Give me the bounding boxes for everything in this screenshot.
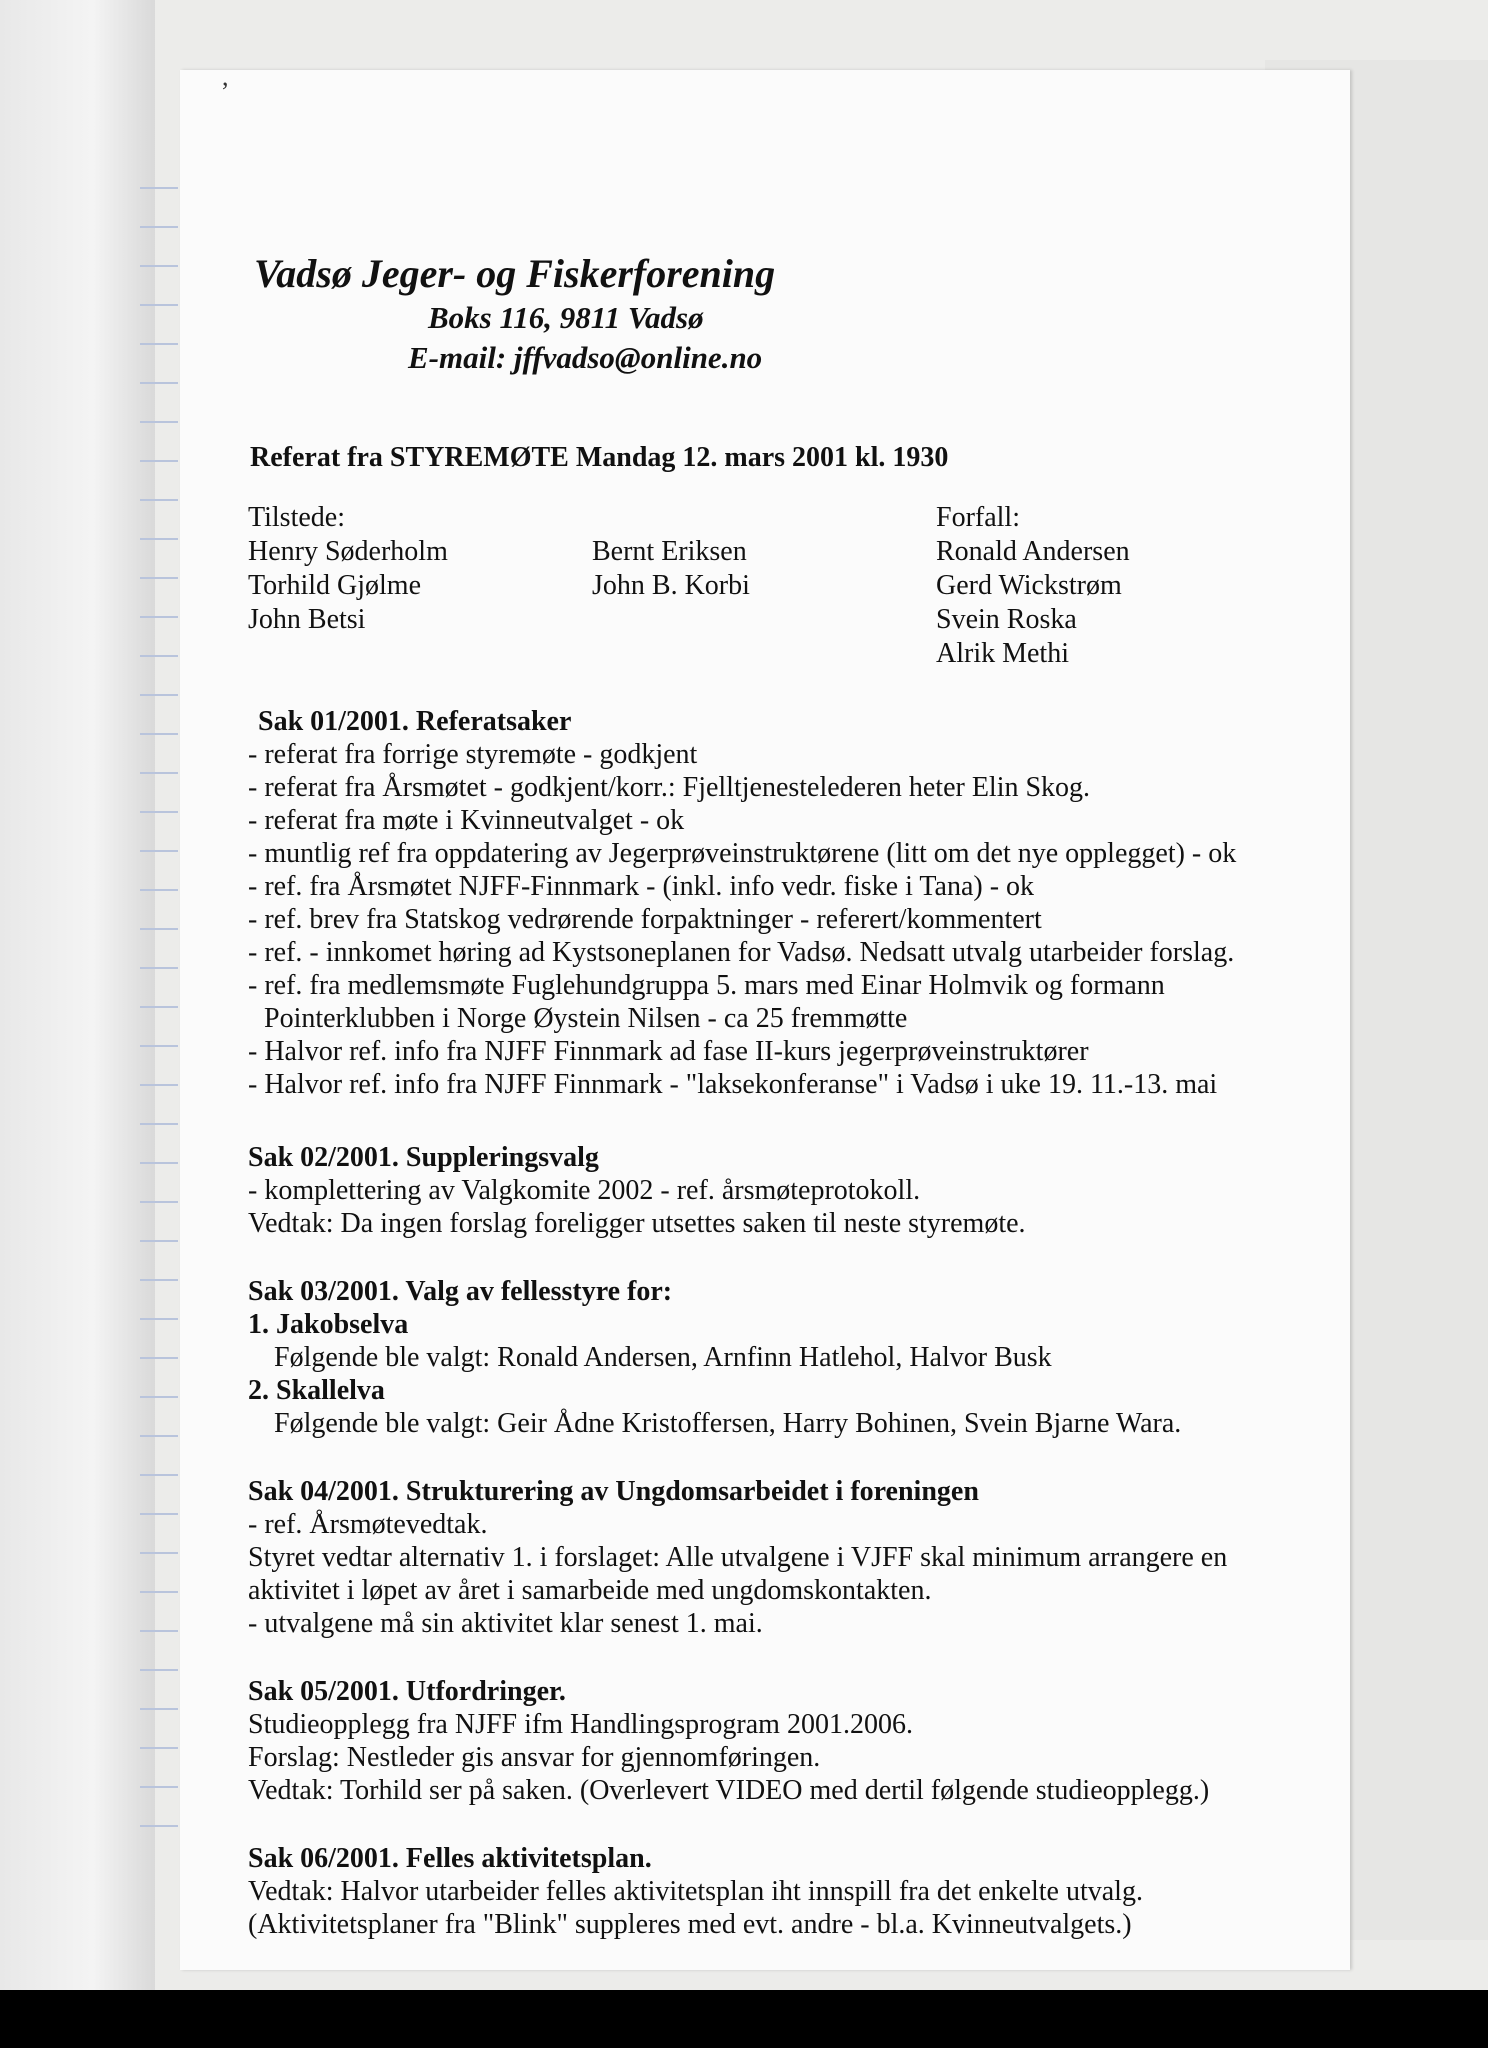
sak03-item1: 1. Jakobselva <box>248 1309 409 1340</box>
absent-member: Gerd Wickstrøm <box>936 570 1122 601</box>
sak06-line: Vedtak: Halvor utarbeider felles aktivitetsplan iht innspill fra det enkelte utvalg. <box>248 1876 1143 1907</box>
sak03-item2: 2. Skallelva <box>248 1375 385 1406</box>
sak01-line: - referat fra Årsmøtet - godkjent/korr.: Fjelltjenestelederen heter Elin Skog. <box>248 772 1091 803</box>
sak02-line: Vedtak: Da ingen forslag foreligger utsettes saken til neste styremøte. <box>248 1208 1026 1239</box>
sak01-line: - referat fra forrige styremøte - godkjent <box>248 739 698 770</box>
present-member: Henry Søderholm <box>248 536 448 567</box>
present-member: John B. Korbi <box>592 570 750 601</box>
sak05-line: Forslag: Nestleder gis ansvar for gjennomføringen. <box>248 1742 821 1773</box>
sak01-line: - ref. brev fra Statskog vedrørende forpaktninger - referert/kommentert <box>248 904 1042 935</box>
present-member: John Betsi <box>248 604 366 635</box>
org-address: Boks 116, 9811 Vadsø <box>428 300 704 335</box>
sak05-line: Studieopplegg fra NJFF ifm Handlingsprogram 2001.2006. <box>248 1709 913 1740</box>
ruled-paper-edge <box>140 150 178 1850</box>
sak04-line: Styret vedtar alternativ 1. i forslaget: Alle utvalgene i VJFF skal minimum arrangere en <box>248 1542 1228 1573</box>
sak04-line: - ref. Årsmøtevedtak. <box>248 1509 488 1540</box>
present-member: Torhild Gjølme <box>248 570 422 601</box>
present-label: Tilstede: <box>248 502 345 533</box>
absent-member: Alrik Methi <box>936 638 1069 669</box>
sak02-line: - komplettering av Valgkomite 2002 - ref. årsmøteprotokoll. <box>248 1175 921 1206</box>
sak05-line: Vedtak: Torhild ser på saken. (Overlevert VIDEO med dertil følgende studieopplegg.) <box>248 1775 1210 1806</box>
sak01-line: - referat fra møte i Kvinneutvalget - ok <box>248 805 685 836</box>
sak01-line: - Halvor ref. info fra NJFF Finnmark ad fase II-kurs jegerprøveinstruktører <box>248 1036 1089 1067</box>
sak01-line: - ref. fra medlemsmøte Fuglehundgruppa 5. mars med Einar Holmvik og formann <box>248 970 1165 1001</box>
sak04-line: aktivitet i løpet av året i samarbeide med ungdomskontakten. <box>248 1575 932 1606</box>
meeting-title: Referat fra STYREMØTE Mandag 12. mars 2001 kl. 1930 <box>250 442 949 473</box>
sak01-heading: Sak 01/2001. Referatsaker <box>258 706 572 737</box>
org-email: E-mail: jffvadso@online.no <box>408 340 763 375</box>
sak01-line: Pointerklubben i Norge Øystein Nilsen - ca 25 fremmøtte <box>264 1003 908 1034</box>
sak03-item2-text: Følgende ble valgt: Geir Ådne Kristoffersen, Harry Bohinen, Svein Bjarne Wara. <box>274 1408 1182 1439</box>
sak06-line: (Aktivitetsplaner fra "Blink" suppleres med evt. andre - bl.a. Kvinneutvalgets.) <box>248 1909 1132 1940</box>
sak01-line: - ref. - innkomet høring ad Kystsoneplanen for Vadsø. Nedsatt utvalg utarbeider forslag. <box>248 937 1235 968</box>
sak05-heading: Sak 05/2001. Utfordringer. <box>248 1676 566 1707</box>
sak06-heading: Sak 06/2001. Felles aktivitetsplan. <box>248 1843 652 1874</box>
sak01-line: - Halvor ref. info fra NJFF Finnmark - "laksekonferanse" i Vadsø i uke 19. 11.-13. mai <box>248 1069 1218 1100</box>
present-member: Bernt Eriksen <box>592 536 747 567</box>
sak03-item1-text: Følgende ble valgt: Ronald Andersen, Arnfinn Hatlehol, Halvor Busk <box>274 1342 1052 1373</box>
absent-member: Svein Roska <box>936 604 1077 635</box>
absent-label: Forfall: <box>936 502 1020 533</box>
sak03-heading: Sak 03/2001. Valg av fellesstyre for: <box>248 1276 673 1307</box>
binder-edge <box>0 0 155 1990</box>
sak04-line: - utvalgene må sin aktivitet klar senest 1. mai. <box>248 1608 763 1639</box>
sak01-line: - muntlig ref fra oppdatering av Jegerprøveinstruktørene (litt om det nye opplegget) - ok <box>248 838 1237 869</box>
scan-speck: , <box>222 62 229 91</box>
sak04-heading: Sak 04/2001. Strukturering av Ungdomsarbeidet i foreningen <box>248 1476 979 1507</box>
absent-member: Ronald Andersen <box>936 536 1130 567</box>
org-name: Vadsø Jeger- og Fiskerforening <box>254 251 776 296</box>
sak02-heading: Sak 02/2001. Suppleringsvalg <box>248 1142 599 1173</box>
sak01-line: - ref. fra Årsmøtet NJFF-Finnmark - (inkl. info vedr. fiske i Tana) - ok <box>248 871 1035 902</box>
